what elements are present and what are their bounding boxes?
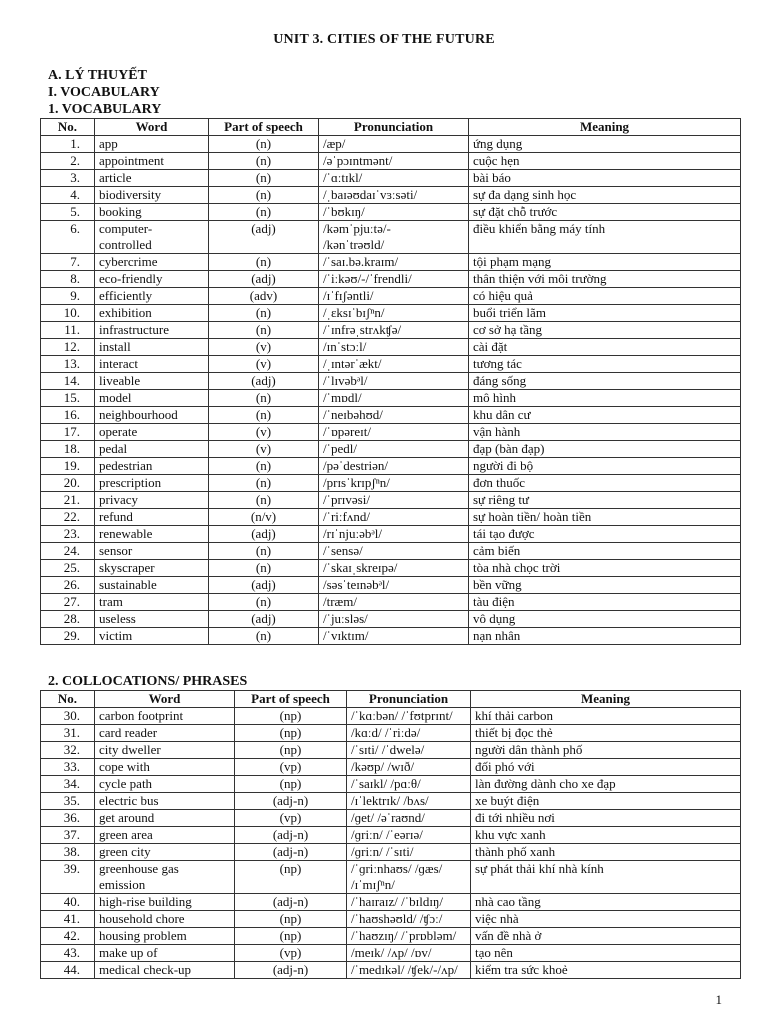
section-heading-vocabulary: I. VOCABULARY [48, 85, 160, 100]
meaning-cell: tội phạm mạng [469, 254, 741, 271]
pronunciation-cell: /ɪˈfɪʃəntli/ [319, 288, 469, 305]
pronunciation-cell: /ˈsensə/ [319, 543, 469, 560]
word-cell: skyscraper [95, 560, 209, 577]
row-number: 28. [41, 611, 95, 628]
meaning-cell: tương tác [469, 356, 741, 373]
meaning-cell: thân thiện với môi trường [469, 271, 741, 288]
word-cell: pedestrian [95, 458, 209, 475]
row-number: 21. [41, 492, 95, 509]
part-of-speech-cell: (n) [209, 187, 319, 204]
part-of-speech-cell: (np) [235, 911, 347, 928]
part-of-speech-cell: (adj-n) [235, 894, 347, 911]
pronunciation-cell: /ˈiːkəʊ/-/ˈfrendli/ [319, 271, 469, 288]
row-number: 13. [41, 356, 95, 373]
row-number: 32. [41, 742, 95, 759]
part-of-speech-cell: (adj-n) [235, 962, 347, 979]
part-of-speech-cell: (v) [209, 441, 319, 458]
column-header-meaning: Meaning [471, 691, 741, 708]
row-number: 24. [41, 543, 95, 560]
pronunciation-cell: /ˈhaʊshəʊld/ /ʧɔː/ [347, 911, 471, 928]
part-of-speech-cell: (adj) [209, 577, 319, 594]
table-row [41, 187, 741, 204]
pronunciation-cell: /ˈɪnfrəˌstrʌkʧə/ [319, 322, 469, 339]
meaning-cell: người đi bộ [469, 458, 741, 475]
column-header-pronunciation: Pronunciation [347, 691, 471, 708]
row-number: 20. [41, 475, 95, 492]
table-row [41, 543, 741, 560]
row-number: 8. [41, 271, 95, 288]
pronunciation-cell: /ˈkɑːbən/ /ˈfʊtprɪnt/ [347, 708, 471, 725]
part-of-speech-cell: (np) [235, 861, 347, 894]
column-header-part-of-speech: Part of speech [209, 119, 319, 136]
meaning-cell: nạn nhân [469, 628, 741, 645]
part-of-speech-cell: (n) [209, 390, 319, 407]
pronunciation-cell: /ˈsaɪ.bə.kraɪm/ [319, 254, 469, 271]
part-of-speech-cell: (np) [235, 776, 347, 793]
row-number: 43. [41, 945, 95, 962]
table-row [41, 776, 741, 793]
word-cell: interact [95, 356, 209, 373]
part-of-speech-cell: (n) [209, 254, 319, 271]
table-row [41, 221, 741, 254]
meaning-cell: nhà cao tầng [471, 894, 741, 911]
part-of-speech-cell: (n) [209, 204, 319, 221]
table-row [41, 577, 741, 594]
table-row [41, 492, 741, 509]
table-row [41, 204, 741, 221]
row-number: 12. [41, 339, 95, 356]
meaning-cell: việc nhà [471, 911, 741, 928]
column-header-meaning: Meaning [469, 119, 741, 136]
table-row [41, 861, 741, 894]
meaning-cell: tòa nhà chọc trời [469, 560, 741, 577]
pronunciation-cell: /kəʊp/ /wɪð/ [347, 759, 471, 776]
row-number: 26. [41, 577, 95, 594]
table-row [41, 322, 741, 339]
row-number: 10. [41, 305, 95, 322]
row-number: 18. [41, 441, 95, 458]
row-number: 11. [41, 322, 95, 339]
pronunciation-cell: /ˈhaʊzɪŋ/ /ˈprɒbləm/ [347, 928, 471, 945]
table-row [41, 759, 741, 776]
table-row [41, 725, 741, 742]
meaning-cell: cảm biến [469, 543, 741, 560]
pronunciation-cell: /kɑːd/ /ˈriːdə/ [347, 725, 471, 742]
row-number: 25. [41, 560, 95, 577]
meaning-cell: điều khiển bằng máy tính [469, 221, 741, 254]
part-of-speech-cell: (np) [235, 708, 347, 725]
meaning-cell: tạo nên [471, 945, 741, 962]
word-cell: cycle path [95, 776, 235, 793]
word-cell: operate [95, 424, 209, 441]
word-cell: housing problem [95, 928, 235, 945]
word-cell: renewable [95, 526, 209, 543]
word-cell: pedal [95, 441, 209, 458]
row-number: 17. [41, 424, 95, 441]
table-row [41, 844, 741, 861]
meaning-cell: đáng sống [469, 373, 741, 390]
row-number: 30. [41, 708, 95, 725]
meaning-cell: đạp (bàn đạp) [469, 441, 741, 458]
row-number: 19. [41, 458, 95, 475]
part-of-speech-cell: (np) [235, 928, 347, 945]
word-cell: refund [95, 509, 209, 526]
table-row [41, 793, 741, 810]
pronunciation-cell: /ˈmedɪkəl/ /ʧek/-/ʌp/ [347, 962, 471, 979]
table-row [41, 628, 741, 645]
meaning-cell: xe buýt điện [471, 793, 741, 810]
pronunciation-cell: /ˈsɪti/ /ˈdwelə/ [347, 742, 471, 759]
word-cell: medical check-up [95, 962, 235, 979]
pronunciation-cell: /meɪk/ /ʌp/ /ɒv/ [347, 945, 471, 962]
meaning-cell: thành phố xanh [471, 844, 741, 861]
pronunciation-cell: /ˈneɪbəhʊd/ [319, 407, 469, 424]
table-row [41, 136, 741, 153]
word-cell: high-rise building [95, 894, 235, 911]
table-row [41, 271, 741, 288]
part-of-speech-cell: (n) [209, 492, 319, 509]
document-title: UNIT 3. CITIES OF THE FUTURE [273, 32, 495, 47]
word-cell: cybercrime [95, 254, 209, 271]
pronunciation-cell: /ˌɪntərˈækt/ [319, 356, 469, 373]
table-row [41, 475, 741, 492]
pronunciation-cell: /prɪsˈkrɪpʃⁿn/ [319, 475, 469, 492]
table-row [41, 170, 741, 187]
word-cell: carbon footprint [95, 708, 235, 725]
meaning-cell: cuộc hẹn [469, 153, 741, 170]
part-of-speech-cell: (n/v) [209, 509, 319, 526]
meaning-cell: sự riêng tư [469, 492, 741, 509]
meaning-cell: khu vực xanh [471, 827, 741, 844]
row-number: 34. [41, 776, 95, 793]
row-number: 27. [41, 594, 95, 611]
collocations-table-header [41, 691, 741, 708]
word-cell: privacy [95, 492, 209, 509]
part-of-speech-cell: (n) [209, 136, 319, 153]
pronunciation-cell: /ˈɡriːnhaʊs/ /ɡæs/ /ɪˈmɪʃⁿn/ [347, 861, 471, 894]
word-cell: get around [95, 810, 235, 827]
word-cell: household chore [95, 911, 235, 928]
row-number: 39. [41, 861, 95, 894]
part-of-speech-cell: (adv) [209, 288, 319, 305]
part-of-speech-cell: (vp) [235, 945, 347, 962]
subsection-heading-vocabulary: 1. VOCABULARY [48, 102, 162, 117]
vocabulary-table-body [41, 136, 741, 645]
table-row [41, 305, 741, 322]
part-of-speech-cell: (n) [209, 170, 319, 187]
pronunciation-cell: /ˌɛksɪˈbɪʃⁿn/ [319, 305, 469, 322]
part-of-speech-cell: (adj-n) [235, 844, 347, 861]
vocabulary-table [40, 118, 741, 645]
word-cell: city dweller [95, 742, 235, 759]
table-row [41, 911, 741, 928]
part-of-speech-cell: (n) [209, 322, 319, 339]
pronunciation-cell: /ˈvɪktɪm/ [319, 628, 469, 645]
part-of-speech-cell: (np) [235, 742, 347, 759]
table-row [41, 288, 741, 305]
meaning-cell: người dân thành phố [471, 742, 741, 759]
word-cell: sustainable [95, 577, 209, 594]
meaning-cell: vận hành [469, 424, 741, 441]
row-number: 37. [41, 827, 95, 844]
part-of-speech-cell: (adj) [209, 611, 319, 628]
pronunciation-cell: /rɪˈnjuːəbᵊl/ [319, 526, 469, 543]
table-row [41, 254, 741, 271]
part-of-speech-cell: (n) [209, 628, 319, 645]
part-of-speech-cell: (adj) [209, 271, 319, 288]
pronunciation-cell: /træm/ [319, 594, 469, 611]
pronunciation-cell: /ɪnˈstɔːl/ [319, 339, 469, 356]
part-of-speech-cell: (n) [209, 560, 319, 577]
table-row [41, 373, 741, 390]
word-cell: sensor [95, 543, 209, 560]
part-of-speech-cell: (v) [209, 356, 319, 373]
row-number: 42. [41, 928, 95, 945]
pronunciation-cell: /ˈjuːsləs/ [319, 611, 469, 628]
table-row [41, 708, 741, 725]
column-header-word: Word [95, 119, 209, 136]
part-of-speech-cell: (np) [235, 725, 347, 742]
part-of-speech-cell: (n) [209, 153, 319, 170]
row-number: 3. [41, 170, 95, 187]
part-of-speech-cell: (vp) [235, 759, 347, 776]
pronunciation-cell: /ˈskaɪˌskreɪpə/ [319, 560, 469, 577]
table-row [41, 356, 741, 373]
row-number: 31. [41, 725, 95, 742]
pronunciation-cell: /ˈhaɪraɪz/ /ˈbɪldɪŋ/ [347, 894, 471, 911]
word-cell: eco-friendly [95, 271, 209, 288]
column-header-pronunciation: Pronunciation [319, 119, 469, 136]
pronunciation-cell: /əˈpɔɪntmənt/ [319, 153, 469, 170]
table-row [41, 810, 741, 827]
table-row [41, 441, 741, 458]
meaning-cell: vô dụng [469, 611, 741, 628]
table-row [41, 962, 741, 979]
meaning-cell: mô hình [469, 390, 741, 407]
part-of-speech-cell: (n) [209, 407, 319, 424]
word-cell: computer- controlled [95, 221, 209, 254]
meaning-cell: buổi triển lãm [469, 305, 741, 322]
column-header-part-of-speech: Part of speech [235, 691, 347, 708]
subsection-heading-collocations: 2. COLLOCATIONS/ PHRASES [48, 674, 248, 689]
pronunciation-cell: /ˈmɒdl/ [319, 390, 469, 407]
word-cell: green area [95, 827, 235, 844]
table-row [41, 611, 741, 628]
row-number: 41. [41, 911, 95, 928]
part-of-speech-cell: (adj-n) [235, 827, 347, 844]
meaning-cell: đi tới nhiều nơi [471, 810, 741, 827]
column-header-no: No. [41, 119, 95, 136]
pronunciation-cell: /ˈɒpəreɪt/ [319, 424, 469, 441]
pronunciation-cell: /ɡriːn/ /ˈsɪti/ [347, 844, 471, 861]
word-cell: victim [95, 628, 209, 645]
row-number: 38. [41, 844, 95, 861]
part-of-speech-cell: (v) [209, 339, 319, 356]
word-cell: model [95, 390, 209, 407]
word-cell: install [95, 339, 209, 356]
part-of-speech-cell: (adj-n) [235, 793, 347, 810]
pronunciation-cell: /səsˈteɪnəbᵊl/ [319, 577, 469, 594]
word-cell: booking [95, 204, 209, 221]
row-number: 4. [41, 187, 95, 204]
pronunciation-cell: /ɪˈlektrɪk/ /bʌs/ [347, 793, 471, 810]
pronunciation-cell: /ˈriːfʌnd/ [319, 509, 469, 526]
pronunciation-cell: /ˈprɪvəsi/ [319, 492, 469, 509]
row-number: 35. [41, 793, 95, 810]
section-heading-theory: A. LÝ THUYẾT [48, 68, 147, 83]
meaning-cell: đơn thuốc [469, 475, 741, 492]
meaning-cell: bền vững [469, 577, 741, 594]
word-cell: neighbourhood [95, 407, 209, 424]
meaning-cell: ứng dụng [469, 136, 741, 153]
vocabulary-table-header [41, 119, 741, 136]
row-number: 22. [41, 509, 95, 526]
pronunciation-cell: /æp/ [319, 136, 469, 153]
table-row [41, 560, 741, 577]
part-of-speech-cell: (n) [209, 475, 319, 492]
pronunciation-cell: /ˈɑːtɪkl/ [319, 170, 469, 187]
word-cell: electric bus [95, 793, 235, 810]
word-cell: useless [95, 611, 209, 628]
row-number: 6. [41, 221, 95, 254]
table-row [41, 894, 741, 911]
word-cell: biodiversity [95, 187, 209, 204]
word-cell: article [95, 170, 209, 187]
meaning-cell: sự đa dạng sinh học [469, 187, 741, 204]
word-cell: greenhouse gas emission [95, 861, 235, 894]
meaning-cell: có hiệu quả [469, 288, 741, 305]
part-of-speech-cell: (adj) [209, 373, 319, 390]
column-header-word: Word [95, 691, 235, 708]
table-row [41, 945, 741, 962]
meaning-cell: thiết bị đọc thẻ [471, 725, 741, 742]
meaning-cell: khu dân cư [469, 407, 741, 424]
meaning-cell: sự hoàn tiền/ hoàn tiền [469, 509, 741, 526]
table-row [41, 424, 741, 441]
pronunciation-cell: /ɡet/ /əˈraʊnd/ [347, 810, 471, 827]
word-cell: prescription [95, 475, 209, 492]
row-number: 44. [41, 962, 95, 979]
meaning-cell: đối phó với [471, 759, 741, 776]
row-number: 36. [41, 810, 95, 827]
collocations-table [40, 690, 741, 979]
word-cell: cope with [95, 759, 235, 776]
word-cell: exhibition [95, 305, 209, 322]
part-of-speech-cell: (n) [209, 594, 319, 611]
word-cell: appointment [95, 153, 209, 170]
row-number: 5. [41, 204, 95, 221]
pronunciation-cell: /ˌbaɪəʊdaɪˈvɜːsəti/ [319, 187, 469, 204]
meaning-cell: sự phát thải khí nhà kính [471, 861, 741, 894]
row-number: 23. [41, 526, 95, 543]
column-header-no: No. [41, 691, 95, 708]
word-cell: liveable [95, 373, 209, 390]
word-cell: efficiently [95, 288, 209, 305]
collocations-table-body [41, 708, 741, 979]
table-row [41, 827, 741, 844]
table-row [41, 390, 741, 407]
part-of-speech-cell: (vp) [235, 810, 347, 827]
row-number: 40. [41, 894, 95, 911]
part-of-speech-cell: (adj) [209, 526, 319, 543]
meaning-cell: bài báo [469, 170, 741, 187]
part-of-speech-cell: (n) [209, 305, 319, 322]
pronunciation-cell: /kəmˈpjuːtə/- /kənˈtrəʊld/ [319, 221, 469, 254]
pronunciation-cell: /ɡriːn/ /ˈeərɪə/ [347, 827, 471, 844]
word-cell: card reader [95, 725, 235, 742]
meaning-cell: cơ sở hạ tầng [469, 322, 741, 339]
page-number: 1 [715, 992, 722, 1007]
table-row [41, 742, 741, 759]
row-number: 1. [41, 136, 95, 153]
pronunciation-cell: /pəˈdestriən/ [319, 458, 469, 475]
row-number: 14. [41, 373, 95, 390]
word-cell: tram [95, 594, 209, 611]
word-cell: app [95, 136, 209, 153]
table-row [41, 339, 741, 356]
row-number: 2. [41, 153, 95, 170]
meaning-cell: cài đặt [469, 339, 741, 356]
meaning-cell: vấn đề nhà ở [471, 928, 741, 945]
table-row [41, 458, 741, 475]
pronunciation-cell: /ˈlɪvəbᵊl/ [319, 373, 469, 390]
meaning-cell: làn đường dành cho xe đạp [471, 776, 741, 793]
row-number: 9. [41, 288, 95, 305]
part-of-speech-cell: (n) [209, 458, 319, 475]
meaning-cell: sự đặt chỗ trước [469, 204, 741, 221]
pronunciation-cell: /ˈbʊkɪŋ/ [319, 204, 469, 221]
row-number: 7. [41, 254, 95, 271]
part-of-speech-cell: (v) [209, 424, 319, 441]
pronunciation-cell: /ˈsaɪkl/ /pɑːθ/ [347, 776, 471, 793]
table-row [41, 928, 741, 945]
part-of-speech-cell: (adj) [209, 221, 319, 254]
part-of-speech-cell: (n) [209, 543, 319, 560]
row-number: 29. [41, 628, 95, 645]
table-row [41, 509, 741, 526]
row-number: 16. [41, 407, 95, 424]
meaning-cell: kiểm tra sức khoẻ [471, 962, 741, 979]
pronunciation-cell: /ˈpedl/ [319, 441, 469, 458]
table-row [41, 594, 741, 611]
meaning-cell: khí thải carbon [471, 708, 741, 725]
row-number: 15. [41, 390, 95, 407]
word-cell: infrastructure [95, 322, 209, 339]
row-number: 33. [41, 759, 95, 776]
table-row [41, 526, 741, 543]
meaning-cell: tái tạo được [469, 526, 741, 543]
word-cell: make up of [95, 945, 235, 962]
meaning-cell: tàu điện [469, 594, 741, 611]
table-row [41, 407, 741, 424]
word-cell: green city [95, 844, 235, 861]
table-row [41, 153, 741, 170]
